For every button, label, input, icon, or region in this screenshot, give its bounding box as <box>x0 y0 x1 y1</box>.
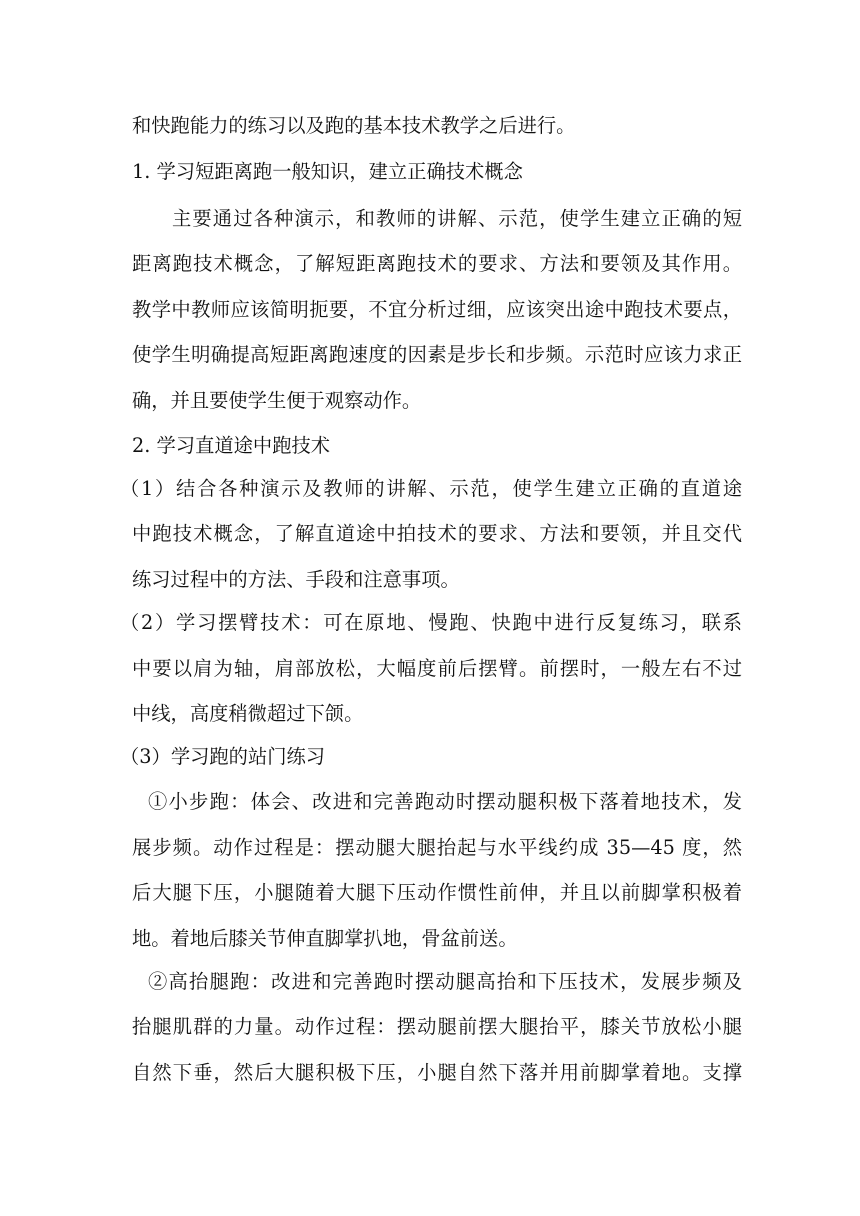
text-line: 中要以肩为轴，肩部放松，大幅度前后摆臂。前摆时，一般左右不过 <box>132 657 742 680</box>
text-line: 抬腿肌群的力量。动作过程：摆动腿前摆大腿抬平，膝关节放松小腿 <box>132 1015 742 1038</box>
text-line: ②高抬腿跑：改进和完善跑时摆动腿高抬和下压技术，发展步频及 <box>148 970 742 993</box>
text-line: 练习过程中的方法、手段和注意事项。 <box>132 568 460 591</box>
sub-heading: （3）学习跑的站门练习 <box>120 745 326 768</box>
text-line: 后大腿下压，小腿随着大腿下压动作惯性前伸，并且以前脚掌积极着 <box>132 881 742 904</box>
text-line: 确，并且要使学生便于观察动作。 <box>132 389 422 412</box>
section-heading: 1. 学习短距离跑一般知识，建立正确技术概念 <box>132 160 523 183</box>
section-heading: 2. 学习直道途中跑技术 <box>132 434 331 457</box>
text-line: 中线，高度稍微超过下颌。 <box>132 702 364 725</box>
text-line: 使学生明确提高短距离跑速度的因素是步长和步频。示范时应该力求正 <box>132 343 742 366</box>
text-line: 地。着地后膝关节伸直脚掌扒地，骨盆前送。 <box>132 927 518 950</box>
text-line: 和快跑能力的练习以及跑的基本技术教学之后进行。 <box>132 114 576 137</box>
text-line: 中跑技术概念，了解直道途中拍技术的要求、方法和要领，并且交代 <box>132 522 742 545</box>
text-line: 展步频。动作过程是：摆动腿大腿抬起与水平线约成 35—45 度，然 <box>132 836 742 859</box>
text-line: 教学中教师应该简明扼要，不宜分析过细，应该突出途中跑技术要点， <box>132 298 742 321</box>
text-line: （1）结合各种演示及教师的讲解、示范，使学生建立正确的直道途 <box>120 477 742 500</box>
text-line: ①小步跑：体会、改进和完善跑动时摆动腿积极下落着地技术，发 <box>148 790 742 813</box>
text-line: 自然下垂，然后大腿积极下压，小腿自然下落并用前脚掌着地。支撑 <box>132 1061 742 1084</box>
text-line: 距离跑技术概念，了解短距离跑技术的要求、方法和要领及其作用。 <box>132 252 742 275</box>
text-line: 主要通过各种演示，和教师的讲解、示范，使学生建立正确的短 <box>172 207 742 230</box>
text-line: （2）学习摆臂技术：可在原地、慢跑、快跑中进行反复练习，联系 <box>120 611 742 634</box>
